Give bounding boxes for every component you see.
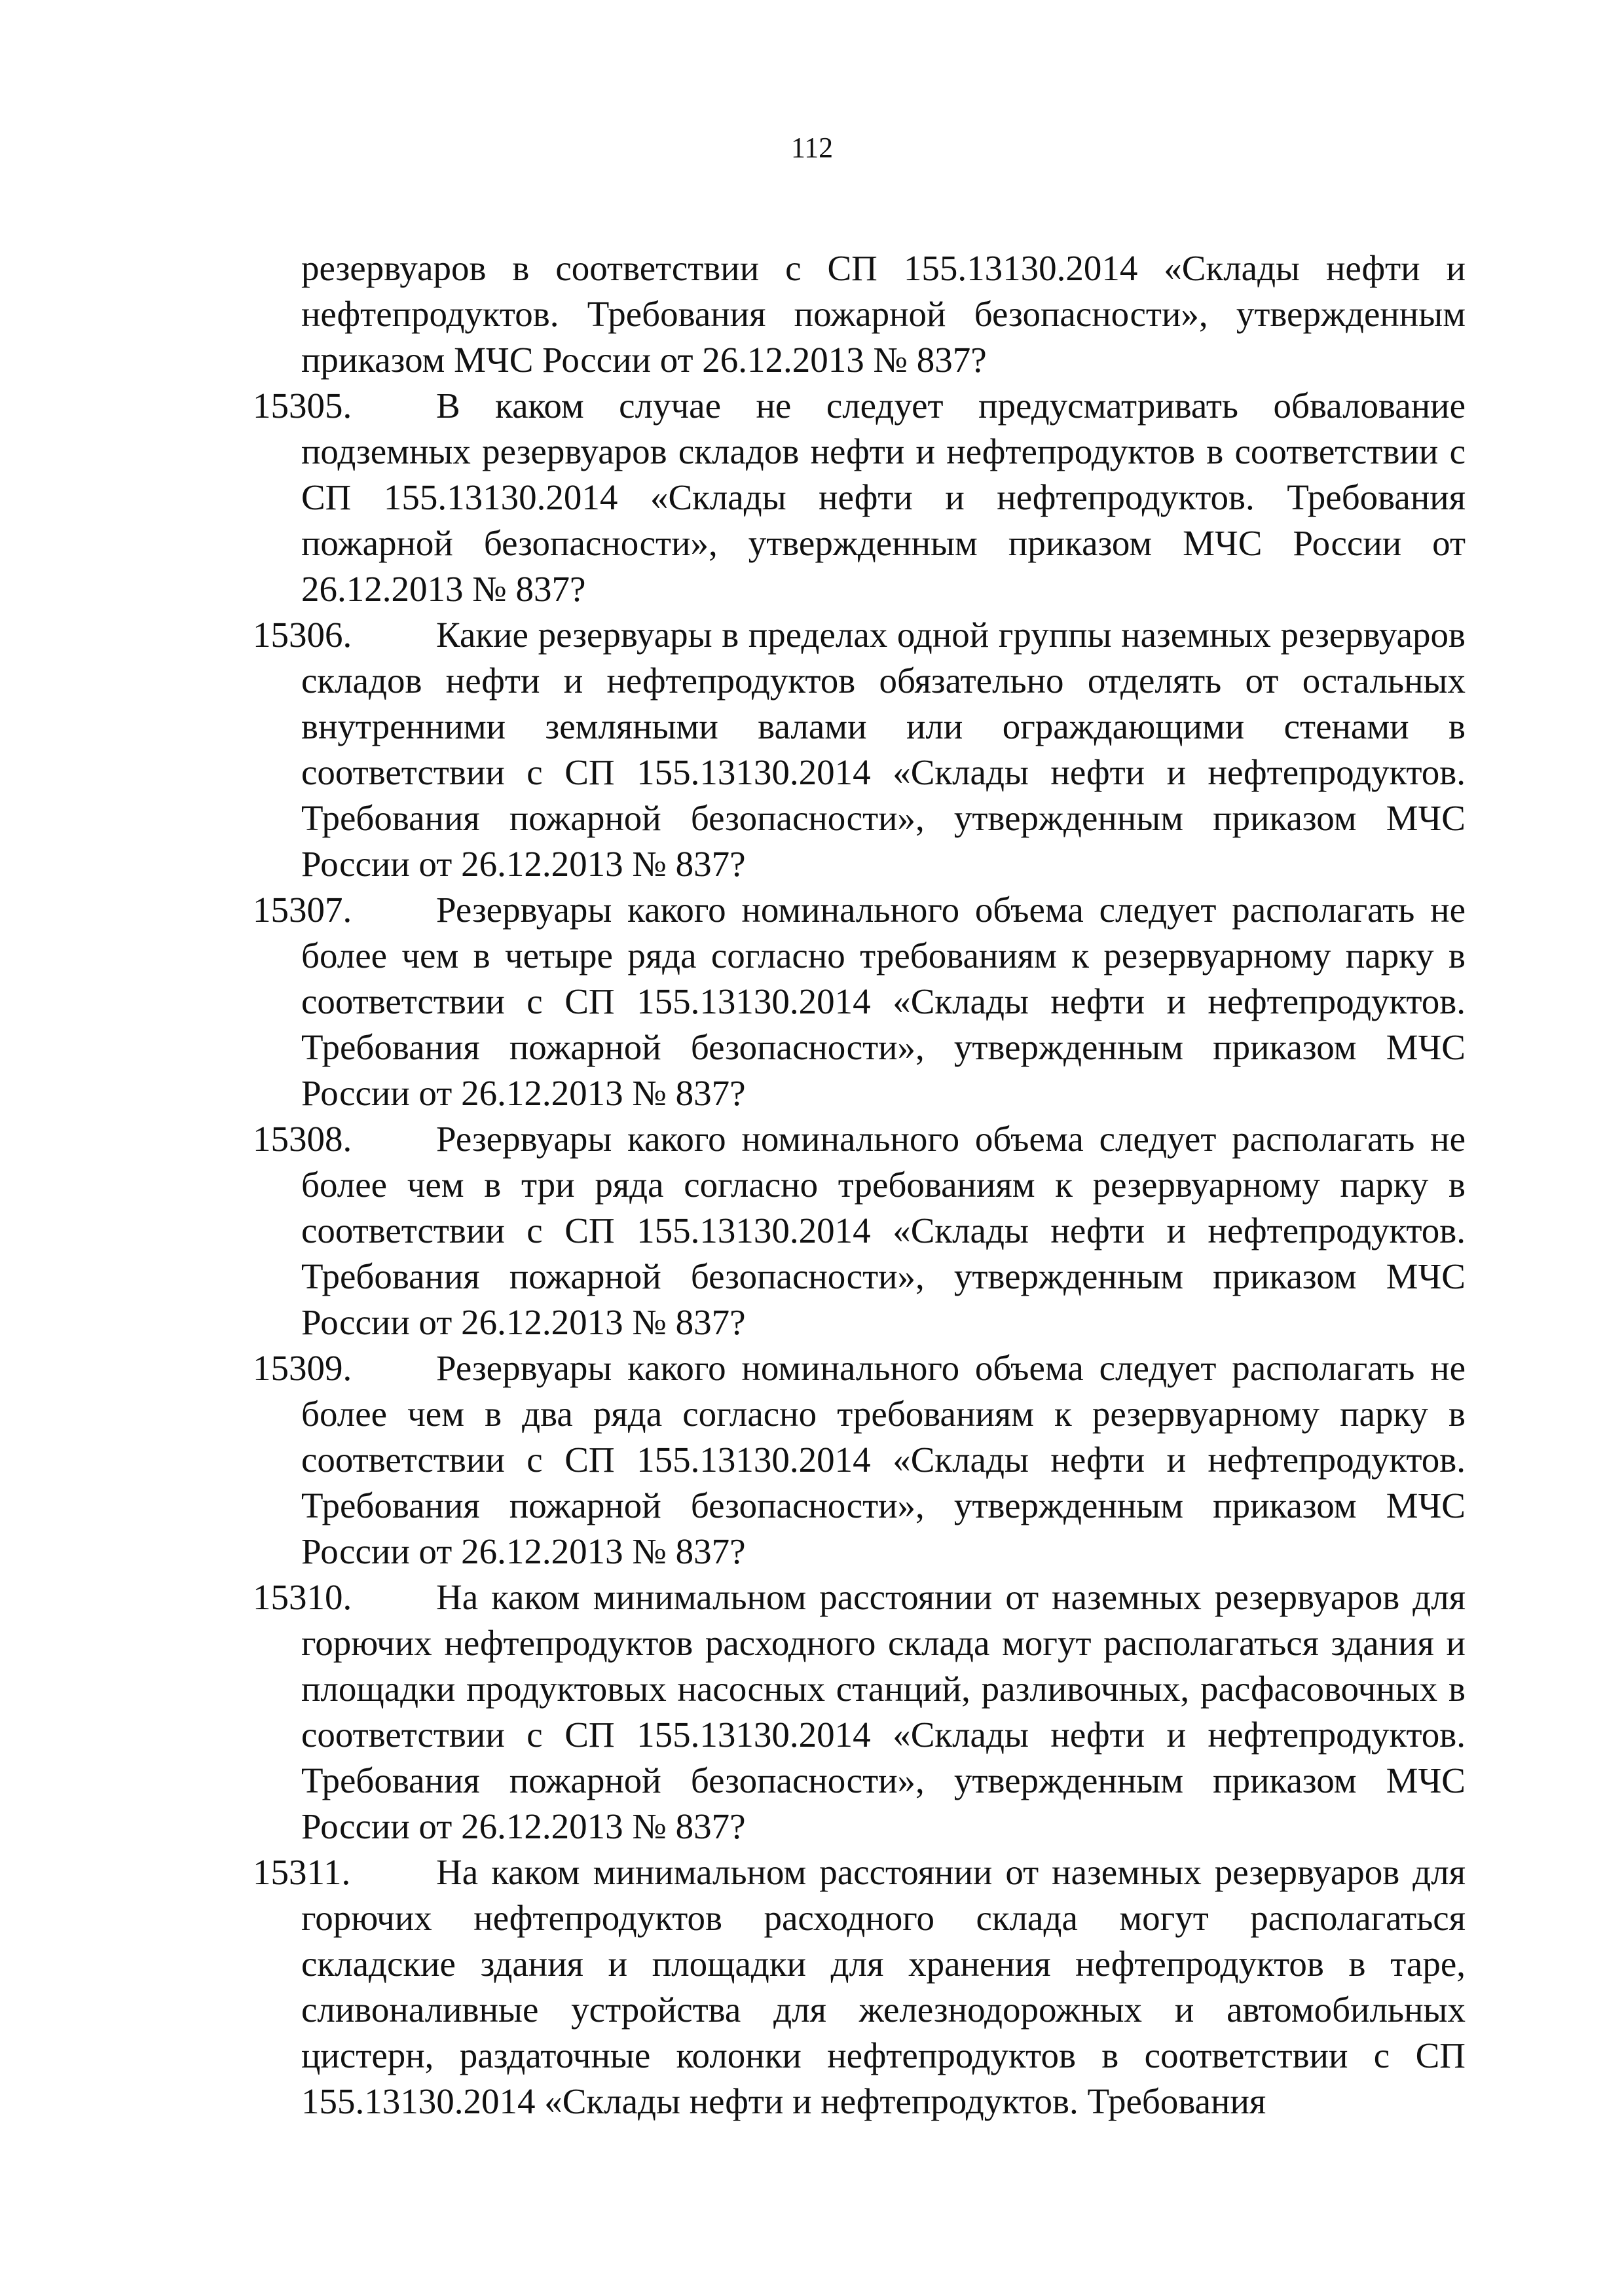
question-text: Какие резервуары в пределах одной группы наземных резервуаров складов нефти и нефтепродуктов обязательно отделять от остальных внутренними земляными валами или ограждающими стенами в соответствии с СП 155.13130.2014 «Склады нефти и нефтепродуктов. Требования пожарной безопасности», утвержденным приказом МЧС России от 26.12.2013 № 837? (301, 615, 1466, 884)
question-text: Резервуары какого номинального объема следует располагать не более чем в два ряда согласно требованиям к резервуарному парку в соответствии с СП 155.13130.2014 «Склады нефти и нефтепродуктов. Требования пожарной безопасности», утвержденным приказом МЧС России от 26.12.2013 № 837? (301, 1348, 1466, 1571)
question-15311 (253, 1850, 1466, 2124)
question-number: 15310. (253, 1577, 352, 1617)
question-number: 15311. (253, 1852, 351, 1892)
question-15306 (253, 612, 1466, 887)
question-text: На каком минимальном расстоянии от наземных резервуаров для горючих нефтепродуктов расходного склада могут располагаться здания и площадки продуктовых насосных станций, разливочных, расфасовочных в соответствии с СП 155.13130.2014 «Склады нефти и нефтепродуктов. Требования пожарной безопасности», утвержденным приказом МЧС России от 26.12.2013 № 837? (301, 1577, 1466, 1846)
question-text: В каком случае не следует предусматривать обвалование подземных резервуаров складов нефти и нефтепродуктов в соответствии с СП 155.13130.2014 «Склады нефти и нефтепродуктов. Требования пожарной безопасности», утвержденным приказом МЧС России от 26.12.2013 № 837? (301, 386, 1466, 609)
page-number: 112 (790, 132, 834, 164)
question-number: 15307. (253, 890, 352, 930)
question-15308 (253, 1116, 1466, 1345)
paragraph-text: резервуаров в соответствии с СП 155.13130.2014 «Склады нефти и нефтепродуктов. Требования пожарной безопасности», утвержденным приказом МЧС России от 26.12.2013 № 837? (301, 248, 1466, 380)
question-number: 15309. (253, 1348, 352, 1388)
question-15305 (253, 383, 1466, 612)
question-text: Резервуары какого номинального объема следует располагать не более чем в четыре ряда согласно требованиям к резервуарному парку в соответствии с СП 155.13130.2014 «Склады нефти и нефтепродуктов. Требования пожарной безопасности», утвержденным приказом МЧС России от 26.12.2013 № 837? (301, 890, 1466, 1113)
question-number: 15305. (253, 386, 352, 426)
question-15310 (253, 1575, 1466, 1850)
question-text: Резервуары какого номинального объема следует располагать не более чем в три ряда согласно требованиям к резервуарному парку в соответствии с СП 155.13130.2014 «Склады нефти и нефтепродуктов. Требования пожарной безопасности», утвержденным приказом МЧС России от 26.12.2013 № 837? (301, 1119, 1466, 1342)
question-number: 15308. (253, 1119, 352, 1159)
question-15309 (253, 1345, 1466, 1575)
document-body (253, 246, 1466, 2124)
question-number: 15306. (253, 615, 352, 655)
question-text: На каком минимальном расстоянии от наземных резервуаров для горючих нефтепродуктов расходного склада могут располагаться складские здания и площадки для хранения нефтепродуктов в таре, сливоналивные устройства для железнодорожных и автомобильных цистерн, раздаточные колонки нефтепродуктов в соответствии с СП 155.13130.2014 «Склады нефти и нефтепродуктов. Требования (301, 1852, 1466, 2121)
question-15307 (253, 887, 1466, 1116)
continuation-paragraph (253, 246, 1466, 383)
